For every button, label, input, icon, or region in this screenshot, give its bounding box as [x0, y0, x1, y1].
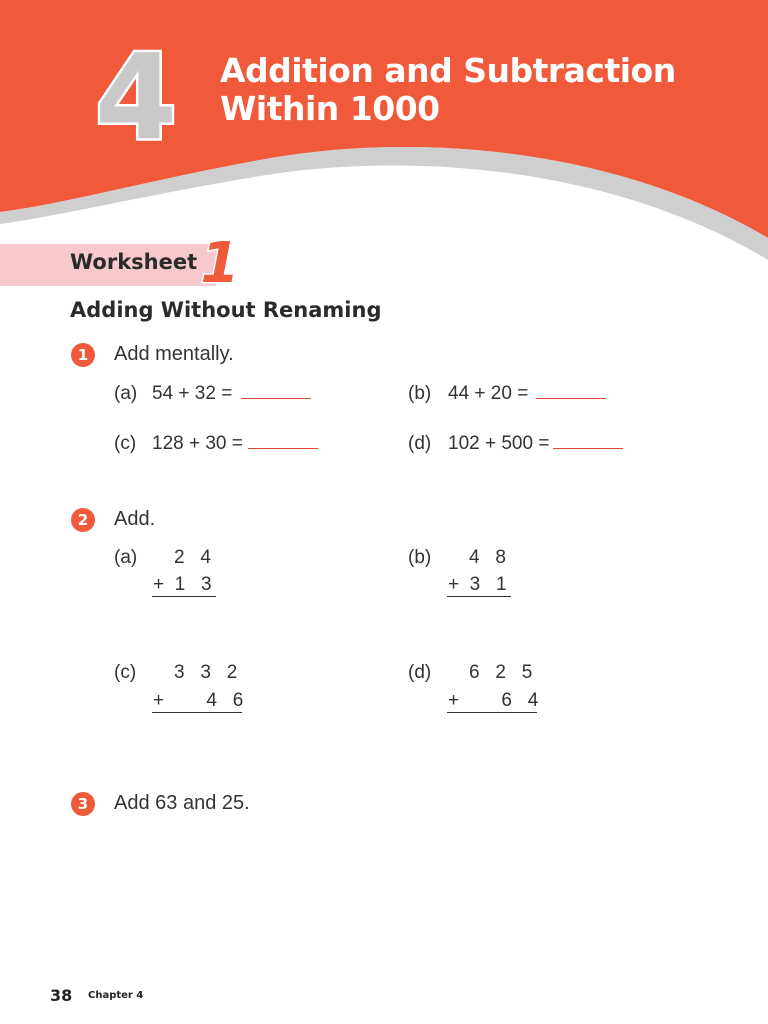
question-3-number: 3 — [71, 792, 95, 816]
q1-item-b-expr: 44 + 20 = — [448, 383, 529, 404]
question-1-number: 1 — [71, 343, 95, 367]
question-1-instruction: Add mentally. — [114, 343, 234, 365]
q1-item-d-expr: 102 + 500 = — [448, 433, 550, 454]
chapter-number: 4 — [94, 30, 178, 150]
chapter-title — [220, 52, 676, 128]
worksheet-number: 1 — [200, 232, 240, 288]
chapter-title-line1: Addition and Subtraction — [220, 51, 676, 90]
q1-item-b-answer-line[interactable] — [536, 398, 606, 399]
q2-item-b-bottom: + 3 1 — [448, 574, 507, 595]
q2-item-c-bottom: + 4 6 — [153, 690, 244, 711]
q2-item-b-top: 4 8 — [469, 547, 506, 568]
q1-item-a-expr: 54 + 32 = — [152, 383, 233, 404]
question-3-instruction: Add 63 and 25. — [114, 792, 250, 814]
worksheet-number-graphic — [198, 232, 248, 288]
page-number: 38 — [50, 986, 73, 1005]
q2-item-b-label: (b) — [408, 547, 432, 568]
q2-item-a-label: (a) — [114, 547, 138, 568]
q2-item-b-sum-line[interactable] — [447, 596, 511, 597]
chapter-title-line2: Within 1000 — [220, 89, 440, 128]
q2-item-c-sum-line[interactable] — [152, 712, 242, 713]
q2-item-d-label: (d) — [408, 662, 432, 683]
q2-item-c-top: 3 3 2 — [174, 662, 238, 683]
q1-item-d-answer-line[interactable] — [553, 448, 623, 449]
q1-item-a-label: (a) — [114, 383, 138, 404]
question-2-number: 2 — [71, 508, 95, 532]
q1-item-c-label: (c) — [114, 433, 137, 454]
worksheet-label: Worksheet — [70, 250, 198, 274]
footer-chapter: Chapter 4 — [88, 990, 144, 1001]
q2-item-c-label: (c) — [114, 662, 137, 683]
chapter-number-graphic — [88, 30, 184, 150]
q1-item-a-answer-line[interactable] — [241, 398, 311, 399]
section-title: Adding Without Renaming — [70, 298, 382, 322]
question-2-instruction: Add. — [114, 508, 156, 530]
q2-item-d-sum-line[interactable] — [447, 712, 537, 713]
q1-item-c-answer-line[interactable] — [248, 448, 318, 449]
q2-item-a-top: 2 4 — [174, 547, 211, 568]
q1-item-d-label: (d) — [408, 433, 432, 454]
q2-item-d-top: 6 2 5 — [469, 662, 533, 683]
q2-item-a-bottom: + 1 3 — [153, 574, 212, 595]
q1-item-c-expr: 128 + 30 = — [152, 433, 243, 454]
q2-item-a-sum-line[interactable] — [152, 596, 216, 597]
q1-item-b-label: (b) — [408, 383, 432, 404]
q2-item-d-bottom: + 6 4 — [448, 690, 539, 711]
